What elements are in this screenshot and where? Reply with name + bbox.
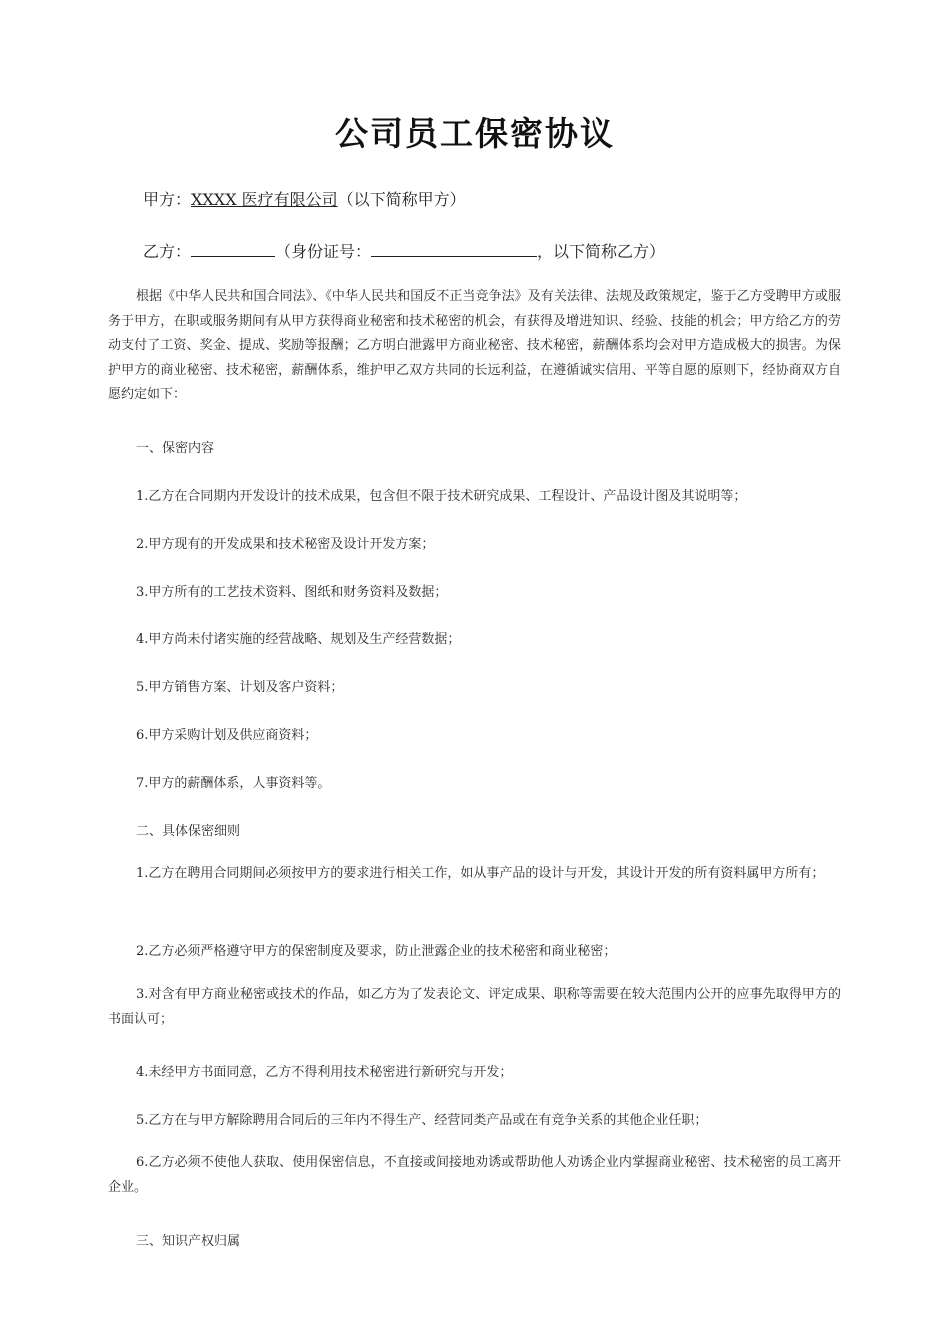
intro-paragraph: 根据《中华人民共和国合同法》、《中华人民共和国反不正当竞争法》及有关法律、法规及政策规定，鉴于乙方受聘甲方或服务于甲方，在职或服务期间有从甲方获得商业秘密和技术秘密的机会，有获得及增进知识、经验、技能的机会；甲方给乙方的劳动支付了工资、奖金、提成、奖励等报酬；乙方明白泄露甲方商业秘密、技术秘密，薪酬体系均会对甲方造成极大的损害。为保护甲方的商业秘密、技术秘密，薪酬体系，维护甲乙双方共同的长远利益，在遵循诚实信用、平等自愿的原则下，经协商双方自愿约定如下： <box>108 289 841 402</box>
section1-item-6: 6.甲方采购计划及供应商资料； <box>136 728 318 743</box>
section2-item-5: 5.乙方在与甲方解除聘用合同后的三年内不得生产、经营同类产品或在有竞争关系的其他企业任职； <box>136 1113 708 1128</box>
section1-item-1: 1.乙方在合同期内开发设计的技术成果，包含但不限于技术研究成果、工程设计、产品设计图及其说明等； <box>136 489 747 504</box>
section1-item-3: 3.甲方所有的工艺技术资料、图纸和财务资料及数据； <box>136 585 448 600</box>
section1-item-7: 7.甲方的薪酬体系，人事资料等。 <box>136 776 331 791</box>
section1-item-4: 4.甲方尚未付诸实施的经营战略、规划及生产经营数据； <box>136 632 461 647</box>
section2-heading: 二、具体保密细则 <box>136 824 241 839</box>
party-b-id-label: （身份证号： <box>275 242 372 261</box>
party-b-id-blank <box>371 242 537 257</box>
party-b-name-blank <box>191 242 275 257</box>
party-a-line <box>143 187 466 210</box>
party-b-suffix: ，以下简称乙方） <box>537 242 666 261</box>
section1-item-2: 2.甲方现有的开发成果和技术秘密及设计开发方案； <box>136 537 435 552</box>
section1-heading: 一、保密内容 <box>136 441 215 456</box>
party-a-suffix: （以下简称甲方） <box>337 190 466 209</box>
section2-item-6: 6.乙方必须不使他人获取、使用保密信息，不直接或间接地劝诱或帮助他人劝诱企业内掌握商业秘密、技术秘密的员工离开企业。 <box>108 1155 841 1195</box>
party-a-name: XXXX 医疗有限公司 <box>191 190 338 209</box>
section2-item-2: 2.乙方必须严格遵守甲方的保密制度及要求，防止泄露企业的技术秘密和商业秘密； <box>136 944 617 959</box>
party-a-label: 甲方： <box>143 190 192 209</box>
section2-item-1: 1.乙方在聘用合同期间必须按甲方的要求进行相关工作，如从事产品的设计与开发，其设计开发的所有资料属甲方所有； <box>136 866 825 881</box>
section2-item-3: 3.对含有甲方商业秘密或技术的作品，如乙方为了发表论文、评定成果、职称等需要在较大范围内公开的应事先取得甲方的书面认可； <box>108 987 841 1027</box>
section3-heading: 三、知识产权归属 <box>136 1234 241 1249</box>
party-b-label: 乙方： <box>143 242 192 261</box>
section2-item-4: 4.未经甲方书面同意，乙方不得利用技术秘密进行新研究与开发； <box>136 1065 513 1080</box>
section1-item-5: 5.甲方销售方案、计划及客户资料； <box>136 680 344 695</box>
party-b-line <box>143 239 665 262</box>
document-title: 公司员工保密协议 <box>335 114 615 153</box>
